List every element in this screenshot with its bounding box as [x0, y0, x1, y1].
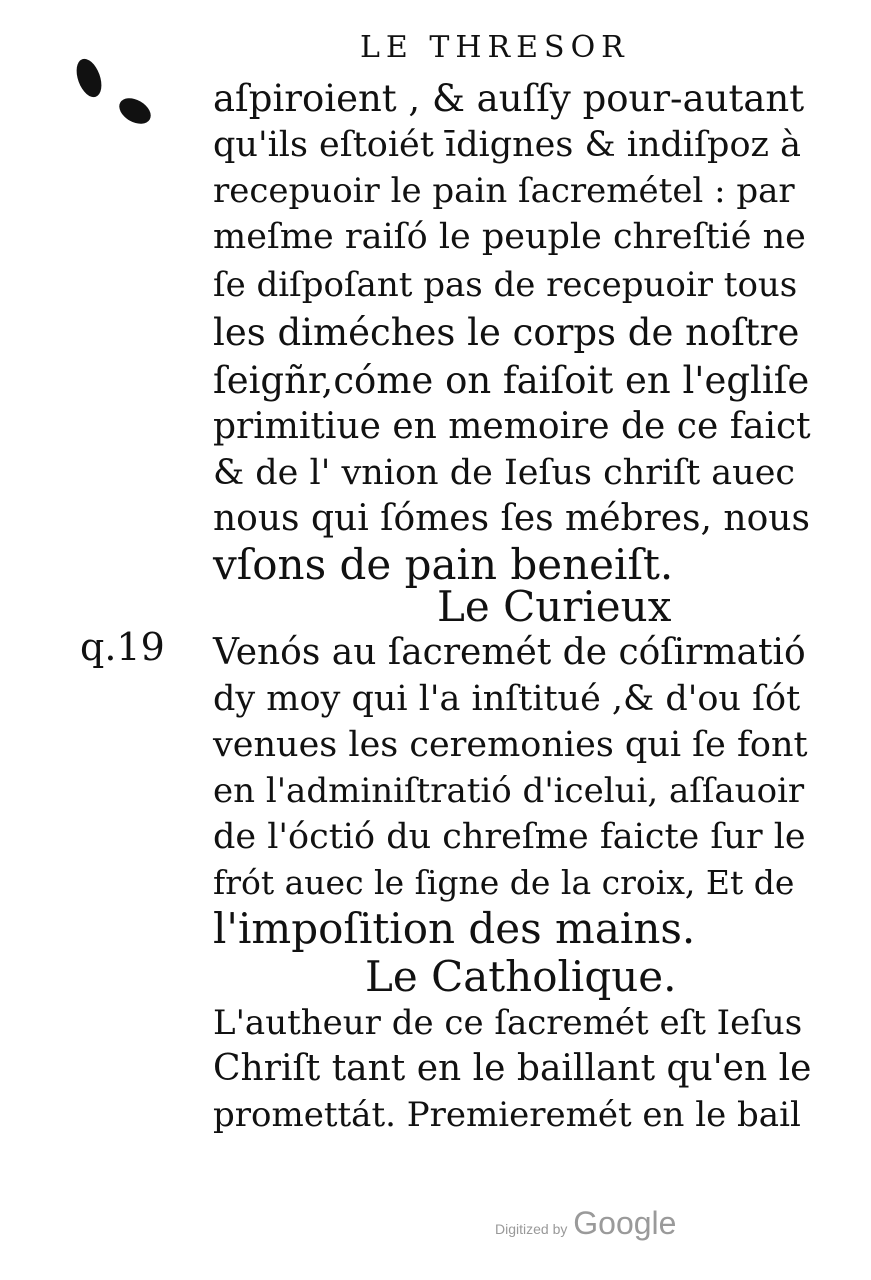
speaker-heading-curieux: Le Curieux [437, 582, 672, 631]
ink-blot [72, 55, 106, 100]
digitized-by-watermark [495, 1205, 676, 1242]
text-line: ſe diſpoſant pas de recepuoir tous [213, 265, 798, 305]
text-line: meſme raiſó le peuple chreſtié ne [213, 217, 806, 257]
text-line: Venós au ſacremét de cóſirmatió [213, 632, 806, 673]
watermark-prefix: Digitized by [495, 1221, 568, 1237]
watermark-brand: Google [573, 1205, 677, 1241]
text-line: de l'óctió du chreſme faicte ſur le [213, 817, 806, 857]
text-line: frót auec le ſigne de la croix, Et de [213, 863, 795, 902]
text-line: qu'ils eſtoiét īdignes & indiſpoz à [213, 125, 801, 165]
text-line: Chriſt tant en le baillant qu'en le [213, 1048, 812, 1089]
margin-note: q.19 [80, 625, 165, 669]
text-line: recepuoir le pain ſacremétel : par [213, 171, 795, 211]
text-line: aſpiroient , & auſſy pour-autant [213, 77, 805, 120]
text-line: ſeigñr,cóme on faiſoit en l'egliſe [213, 359, 810, 402]
text-line: nous qui ſómes ſes mébres, nous [213, 498, 810, 539]
text-line: vſons de pain beneiſt. [213, 540, 674, 589]
running-header: LE THRESOR [360, 30, 630, 65]
text-line: en l'adminiſtratió d'icelui, aſſauoir [213, 771, 805, 811]
text-line: les diméches le corps de noſtre [213, 311, 800, 354]
text-line: l'impoſition des mains. [213, 904, 696, 953]
text-line: dy moy qui l'a inſtitué ,& d'ou ſót [213, 679, 801, 719]
text-line: primitiue en memoire de ce faict [213, 406, 811, 447]
speaker-heading-catholique: Le Catholique. [365, 952, 677, 1001]
text-line: L'autheur de ce ſacremét eſt Ieſus [213, 1003, 803, 1043]
text-line: venues les ceremonies qui ſe font [213, 725, 808, 765]
text-line: & de l' vnion de Ieſus chriſt auec [213, 453, 796, 493]
ink-blot [115, 93, 155, 129]
text-line: promettát. Premieremét en le bail [213, 1095, 801, 1135]
